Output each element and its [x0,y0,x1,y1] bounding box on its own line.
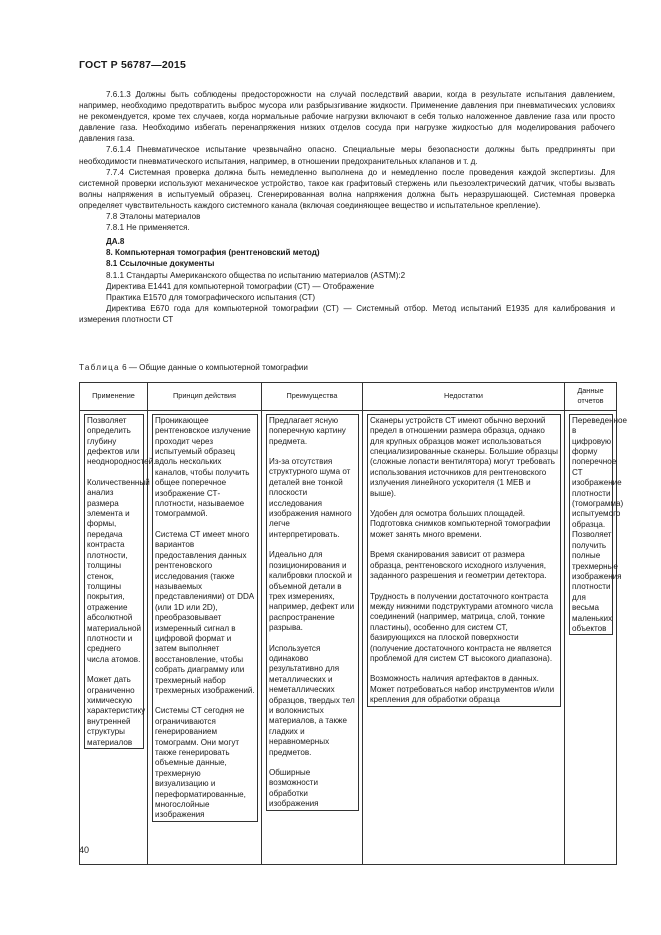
cell-text: Может дать ограниченно химическую характеристику внутренней структуры материалов [87,675,146,747]
cell-text: Удобен для осмотра больших площадей. [370,509,526,519]
cell-advantages [262,410,363,864]
directive-e670: Директива Е670 года для компьютерной томографии (СТ) — Системный отбор. Метод испытаний Е1935 для калибрования и измерения плотности СТ [79,303,615,324]
paragraph-8-1-1: 8.1.1 Стандарты Американского общества по испытанию материалов (ASTM):2 [106,270,406,280]
cell-text: Возможность наличия артефактов в данных. [370,674,539,684]
practice-e1570: Практика Е1570 для томографического испытания (СТ) [106,292,316,302]
ct-data-table [79,382,628,865]
column-header-application: Применение [80,383,148,411]
table-caption [79,363,308,372]
cell-text: Система СТ имеет много вариантов предоставления данных рентгеновского исследования (также называемых представлениями) от DDA (или 1D или 2D), преобразовывает измеренный сигнал в цифровой формат и затем выполняет восстановление, чтобы собрать диаграмму или трехмерный набор трехмерных изображений. [155,529,255,695]
cell-text: Предлагает ясную поперечную картину предмета. [269,415,346,446]
annex-heading-da8: ДА.8 [106,237,125,247]
cell-text: Из-за отсутствия структурного шума от деталей вне тонкой плоскости исследования изображения намного легче интерпретировать. [269,457,352,539]
page-number: 40 [79,845,90,855]
cell-text: Может потребоваться набор инструментов и/или крепления для обработки образца [370,684,555,705]
column-header-disadvantages: Недостатки [363,383,565,411]
cell-text: Обширные возможности обработки изображения [269,768,319,809]
cell-disadvantages [363,410,565,864]
cell-text: Переведенное в цифровую форму поперечное СТ изображение плотности (томограмма) испытуемого образца. Позволяет получить полные трехмерные изображения плотности для весьма маленьких объектов [572,415,628,633]
column-header-advantages: Преимущества [262,383,363,411]
cell-text: Системы СТ сегодня не ограничиваются генерированием томограмм. Они могут также генерировать объемные данные, трехмерную визуализацию и переформатированные, многослойные изображения [155,706,246,820]
column-header-principle: Принцип действия [148,383,262,411]
cell-report-data [565,410,628,864]
paragraph-7-6-1-3: 7.6.1.3 Должны быть соблюдены предосторожности на случай последствий аварии, когда в результате испытания давлением, например, необходимо предотвратить выброс мусора или разбрызгивание жидкости. Применение давления при пневматических условиях не рекомендуется, кроме тех случаев, когда нормальные рабочие нагрузки включают в себя только наложенное давление газа или просто давление газа. Необходимо избегать перенапряжения низких отделов сосуда при нагрузке жидкостью для моделирования рабочего давления газа. [79,90,615,144]
document-body [79,89,615,325]
cell-text: Сканеры устройств СТ имеют обычно верхний предел в отношении размера образца, однако для крупных образцов может использоваться специализированные сканеры. Большие образцы (сложные лопасти вентилятора) могут требовать использования источников для рентгеновского излучения линейного ускорителя (1 МЕВ и выше). [370,415,558,498]
section-heading-8-1: 8.1 Ссылочные документы [106,259,215,269]
table-row [80,410,617,864]
cell-text: Трудность в получении достаточного контраста между нижними подструктурами атомного числа соединений (например, матрица, слой, тонкие пластины), особенно для систем СТ, базирующихся на плоской поверхности (получение достаточного контраста не является проблемой для систем СТ высокого диапазона). [370,591,554,663]
cell-text: Подготовка снимков компьютерной томографии может занять много времени. [370,519,551,539]
cell-principle [148,410,262,864]
section-heading-8: 8. Компьютерная томография (рентгеновский метод) [106,248,320,258]
paragraph-7-8-1: 7.8.1 Не применяется. [106,223,190,233]
table-caption-text: 6 — Общие данные о компьютерной томографии [122,363,308,372]
cell-application [80,410,156,864]
cell-text: Время сканирования зависит от размера образца, рентгеновского исходного излучения, заданного разрешения и геометрии детектора. [370,550,547,581]
cell-text: Количественный анализ размера элемента и формы, передача контраста плотности, толщины стенок, толщины покрытия, отражение абсолютной материальной плотности и среднего числа атомов. [87,477,150,664]
paragraph-7-7-4: 7.7.4 Системная проверка должна быть немедленно выполнена до и немедленно после проведения каждой экспертизы. Для системной проверки используют механическое устройство, такое как графитовый стержень или пьезоэлектрический датчик, чтобы вызвать волны напряжения в испытуемый образец. Сгенерированная волна напряжения должна быть неразрушающей. Системная проверка определяет чувствительность каждого системного канала (включая соединяющее вещество и испытательное крепление). [79,167,615,210]
table-caption-label: Таблица [79,363,120,372]
cell-text: Идеально для позиционирования и калибровки плоской и объемной детали в трех измерениях, например, дефект или распространение разрыва. [269,550,355,633]
paragraph-7-6-1-4: 7.6.1.4 Пневматическое испытание чрезвычайно опасно. Специальные меры безопасности должны быть предприняты при необходимости пневматического испытания, например, в отношении предохранительных клапанов и т. д. [79,145,615,166]
cell-text: Позволяет определить глубину дефектов или неоднородностей. [87,415,156,467]
table-header-row [80,383,617,411]
document-header: ГОСТ Р 56787—2015 [79,59,187,71]
directive-e1441: Директива Е1441 для компьютерной томографии (СТ) — Отображение [106,281,375,291]
cell-text: Проникающее рентгеновское излучение проходит через испытуемый образец вдоль нескольких каналов, чтобы получить общее поперечное изображение СТ-плотности, называемое томограммой. [155,415,251,519]
cell-text: Используется одинаково результативно для металлических и неметаллических образцов, твердых тел и волокнистых материалов, а также гладких и неравномерных предметов. [269,643,355,757]
column-header-report-data: Данные отчетов [565,383,617,411]
paragraph-7-8: 7.8 Эталоны материалов [106,212,201,222]
